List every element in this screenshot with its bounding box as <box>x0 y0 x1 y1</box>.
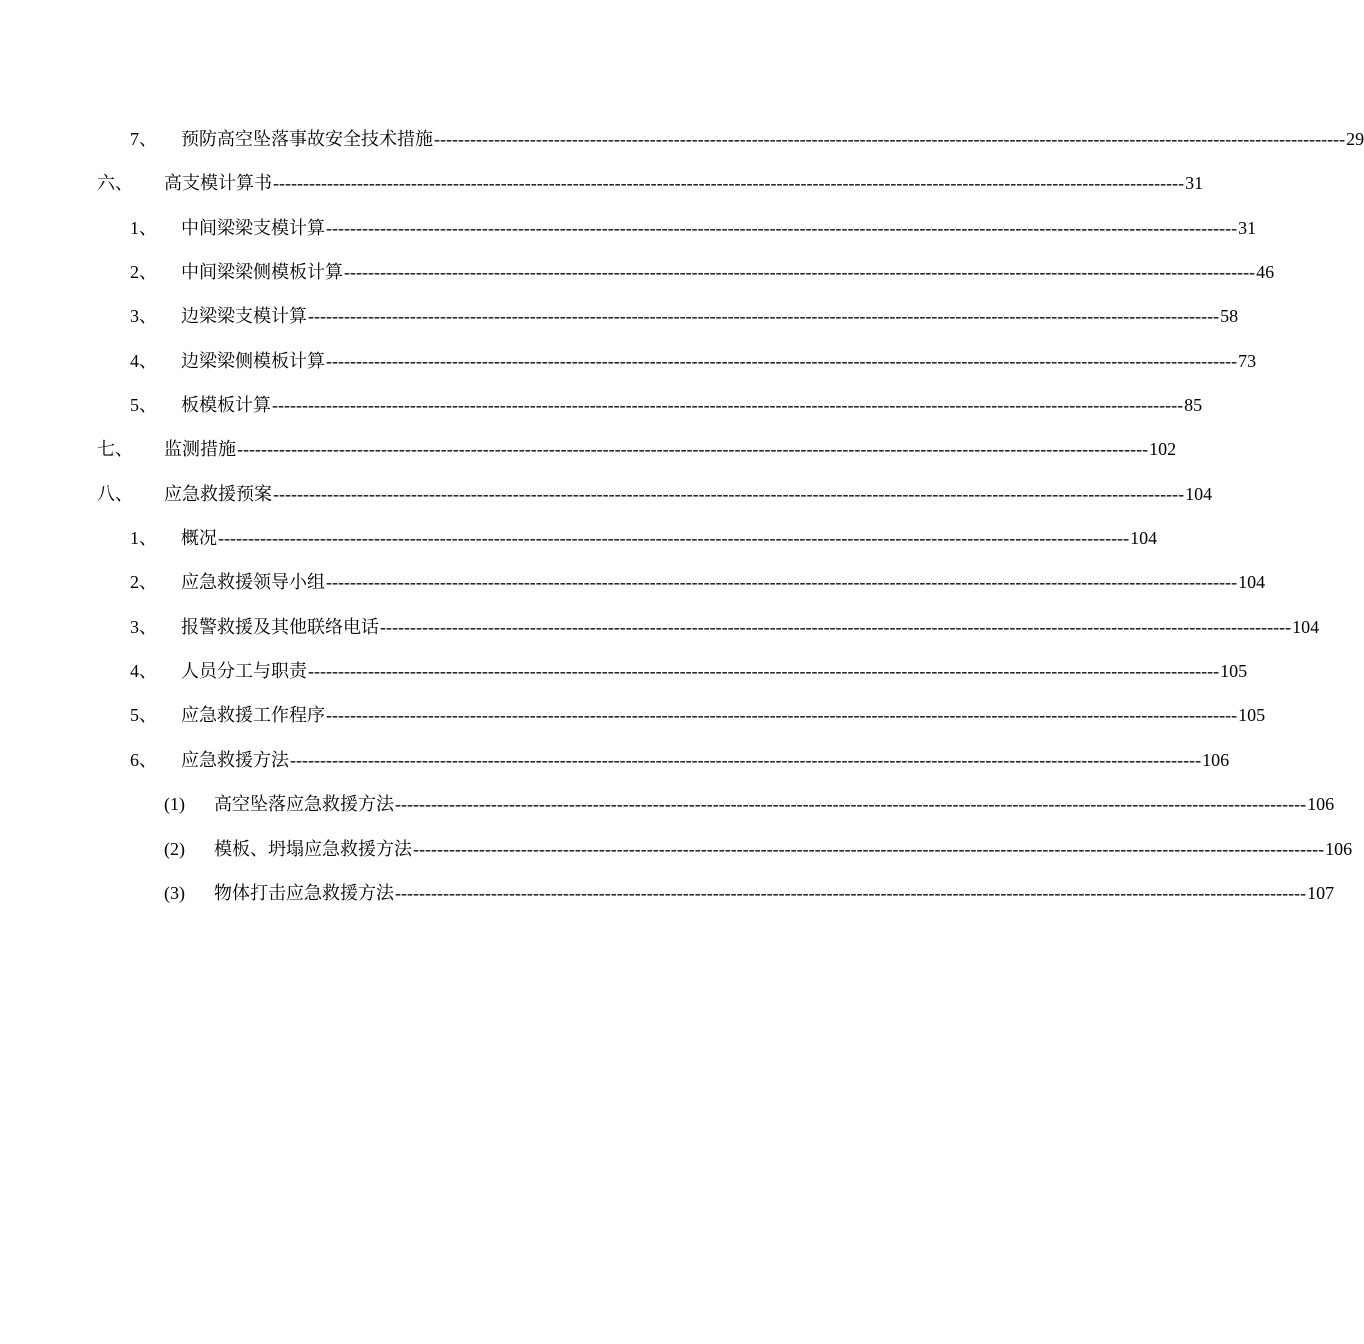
toc-entry-8-5[interactable] <box>0 700 1266 730</box>
toc-page-number: 85 <box>1184 395 1203 415</box>
toc-page-number: 106 <box>1307 794 1335 814</box>
toc-entry-title: 边梁梁侧模板计算 <box>181 351 325 371</box>
toc-entry-number: 5、 <box>130 395 157 415</box>
toc-entry-title: 中间梁梁侧模板计算 <box>181 262 343 282</box>
toc-entry-title: 物体打击应急救援方法 <box>214 883 394 903</box>
toc-dash-leader: -------------------------------------------------------------------------------------------------------------------------------------------------------- <box>326 351 1238 371</box>
toc-dash-leader: -------------------------------------------------------------------------------------------------------------------------------------------------------- <box>326 705 1238 725</box>
toc-entry-8-emergency-plan[interactable] <box>0 479 1213 509</box>
toc-entry-number: 6、 <box>130 750 157 770</box>
toc-dash-leader: -------------------------------------------------------------------------------------------------------------------------------------------------------- <box>308 661 1220 681</box>
toc-page-number: 31 <box>1185 173 1204 193</box>
toc-entry-number: 六、 <box>97 173 133 193</box>
toc-entry-number: 1、 <box>130 218 157 238</box>
toc-entry-8-4[interactable] <box>0 656 1248 686</box>
toc-page-number: 104 <box>1130 528 1158 548</box>
toc-entry-title: 应急救援领导小组 <box>181 572 325 592</box>
toc-entry-title: 报警救援及其他联络电话 <box>181 617 379 637</box>
toc-entry-title: 预防高空坠落事故安全技术措施 <box>181 129 433 149</box>
toc-page-number: 106 <box>1325 839 1353 859</box>
toc-entry-number: 八、 <box>97 484 133 504</box>
toc-entry-7-fall-prevention[interactable] <box>0 124 1364 154</box>
toc-entry-6-2[interactable] <box>0 257 1275 287</box>
toc-entry-title: 高支模计算书 <box>164 173 272 193</box>
toc-page-number: 102 <box>1149 439 1177 459</box>
toc-entry-8-6-3[interactable] <box>0 878 1335 908</box>
toc-entry-8-6-2[interactable] <box>0 834 1353 864</box>
toc-dash-leader: -------------------------------------------------------------------------------------------------------------------------------------------------------- <box>218 528 1130 548</box>
toc-page-number: 104 <box>1238 572 1266 592</box>
toc-dash-leader: -------------------------------------------------------------------------------------------------------------------------------------------------------- <box>395 794 1307 814</box>
toc-entry-number: (2) <box>164 839 185 859</box>
toc-entry-title: 应急救援方法 <box>181 750 289 770</box>
toc-entry-8-6[interactable] <box>0 745 1230 775</box>
toc-dash-leader: -------------------------------------------------------------------------------------------------------------------------------------------------------- <box>308 306 1220 326</box>
toc-page-number: 46 <box>1256 262 1275 282</box>
toc-page-number: 31 <box>1238 218 1257 238</box>
toc-entry-title: 应急救援预案 <box>164 484 272 504</box>
toc-entry-number: 3、 <box>130 306 157 326</box>
toc-dash-leader: -------------------------------------------------------------------------------------------------------------------------------------------------------- <box>395 883 1307 903</box>
toc-page-number: 105 <box>1238 705 1266 725</box>
toc-entry-number: 4、 <box>130 661 157 681</box>
toc-entry-number: 2、 <box>130 572 157 592</box>
toc-entry-title: 模板、坍塌应急救援方法 <box>214 839 412 859</box>
toc-entry-title: 板模板计算 <box>181 395 271 415</box>
toc-entry-6-4[interactable] <box>0 346 1257 376</box>
toc-entry-number: 5、 <box>130 705 157 725</box>
toc-dash-leader: -------------------------------------------------------------------------------------------------------------------------------------------------------- <box>326 572 1238 592</box>
toc-entry-8-2[interactable] <box>0 567 1266 597</box>
toc-entry-number: 7、 <box>130 129 157 149</box>
toc-dash-leader: -------------------------------------------------------------------------------------------------------------------------------------------------------- <box>413 839 1325 859</box>
toc-entry-title: 应急救援工作程序 <box>181 705 325 725</box>
toc-entry-title: 边梁梁支模计算 <box>181 306 307 326</box>
toc-dash-leader: -------------------------------------------------------------------------------------------------------------------------------------------------------- <box>380 617 1292 637</box>
toc-page-number: 104 <box>1185 484 1213 504</box>
toc-entry-number: 3、 <box>130 617 157 637</box>
toc-entry-number: (1) <box>164 794 185 814</box>
toc-page-number: 73 <box>1238 351 1257 371</box>
toc-entry-7-monitoring[interactable] <box>0 434 1177 464</box>
toc-entry-6-calculation[interactable] <box>0 168 1204 198</box>
toc-page-number: 104 <box>1292 617 1320 637</box>
toc-entry-8-3[interactable] <box>0 612 1320 642</box>
toc-entry-6-5[interactable] <box>0 390 1203 420</box>
toc-entry-8-1[interactable] <box>0 523 1158 553</box>
toc-dash-leader: -------------------------------------------------------------------------------------------------------------------------------------------------------- <box>290 750 1202 770</box>
toc-page-number: 58 <box>1220 306 1239 326</box>
toc-dash-leader: -------------------------------------------------------------------------------------------------------------------------------------------------------- <box>273 484 1185 504</box>
toc-entry-number: 2、 <box>130 262 157 282</box>
toc-dash-leader: -------------------------------------------------------------------------------------------------------------------------------------------------------- <box>326 218 1238 238</box>
toc-entry-title: 概况 <box>181 528 217 548</box>
toc-dash-leader: -------------------------------------------------------------------------------------------------------------------------------------------------------- <box>273 173 1185 193</box>
toc-entry-number: (3) <box>164 883 185 903</box>
toc-entry-title: 监测措施 <box>164 439 236 459</box>
toc-entry-6-1[interactable] <box>0 213 1257 243</box>
toc-entry-title: 高空坠落应急救援方法 <box>214 794 394 814</box>
toc-entry-6-3[interactable] <box>0 301 1239 331</box>
toc-dash-leader: -------------------------------------------------------------------------------------------------------------------------------------------------------- <box>344 262 1256 282</box>
toc-dash-leader: -------------------------------------------------------------------------------------------------------------------------------------------------------- <box>434 129 1346 149</box>
toc-dash-leader: -------------------------------------------------------------------------------------------------------------------------------------------------------- <box>237 439 1149 459</box>
toc-entry-number: 4、 <box>130 351 157 371</box>
toc-entry-8-6-1[interactable] <box>0 789 1335 819</box>
toc-entry-title: 中间梁梁支模计算 <box>181 218 325 238</box>
toc-page-number: 105 <box>1220 661 1248 681</box>
toc-entry-number: 七、 <box>97 439 133 459</box>
toc-page-number: 29 <box>1346 129 1364 149</box>
toc-dash-leader: -------------------------------------------------------------------------------------------------------------------------------------------------------- <box>272 395 1184 415</box>
toc-entry-title: 人员分工与职责 <box>181 661 307 681</box>
toc-page-number: 106 <box>1202 750 1230 770</box>
toc-entry-number: 1、 <box>130 528 157 548</box>
toc-page-number: 107 <box>1307 883 1335 903</box>
